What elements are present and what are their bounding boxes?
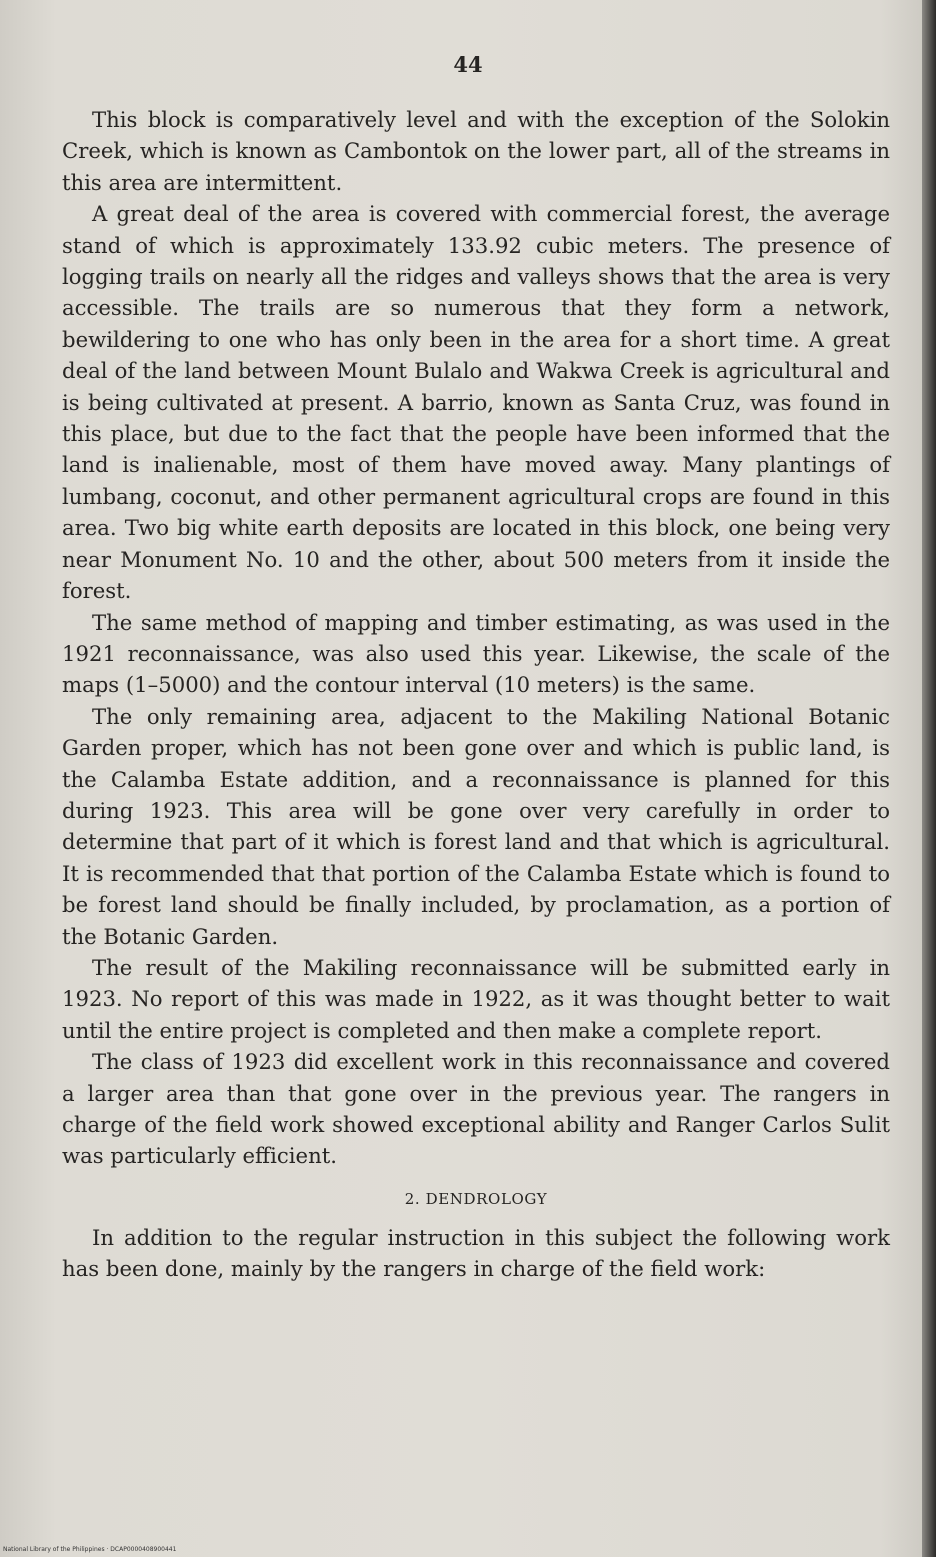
paragraph: The only remaining area, adjacent to the Makiling National Botanic Garden proper, which has not been gone over and which is public land, is the Calamba Estate addition, and a reconnaissance is planned for this during 1923. This area will be gone over very carefully in order to determine that part of it which is forest land and that which is agricultural. It is recommended that that portion of the Calamba Estate which is found to be forest land should be finally included, by proclamation, as a portion of the Botanic Garden. [62,703,890,949]
footer-credit: National Library of the Philippines · DCAP0000408900441 [3,1546,177,1553]
body-text [62,104,890,1285]
paragraph: A great deal of the area is covered with commercial forest, the average stand of which is approximately 133.92 cubic meters. The presence of logging trails on nearly all the ridges and valleys shows that the area is very accessible. The trails are so numerous that they form a network, bewildering to one who has only been in the area for a short time. A great deal of the land between Mount Bulalo and Wakwa Creek is agricultural and is being cultivated at present. A barrio, known as Santa Cruz, was found in this place, but due to the fact that the people have been informed that the land is inalienable, most of them have moved away. Many plantings of lumbang, coconut, and other permanent agricultural crops are found in this area. Two big white earth deposits are located in this block, one being very near Monument No. 10 and the other, about 500 meters from it inside the forest. [62,201,890,604]
paragraph: The result of the Makiling reconnaissance will be submitted early in 1923. No report of this was made in 1922, as it was thought better to wait until the entire project is completed and then make a complete report. [62,954,890,1043]
page-edge-shadow [922,0,936,1557]
page-number: 44 [453,52,483,77]
section-heading: 2. DENDROLOGY [404,1189,548,1208]
paragraph: In addition to the regular instruction in this subject the following work has been done, mainly by the rangers in charge of the field work: [62,1224,890,1282]
paragraph: The class of 1923 did excellent work in this reconnaissance and covered a larger area than that gone over in the previous year. The rangers in charge of the field work showed exceptional ability and Ranger Carlos Sulit was particularly efficient. [62,1049,890,1169]
paragraph: This block is comparatively level and with the exception of the Solokin Creek, which is known as Cambontok on the lower part, all of the streams in this area are intermittent. [62,107,890,195]
paragraph: The same method of mapping and timber estimating, as was used in the 1921 reconnaissance, was also used this year. Likewise, the scale of the maps (1–5000) and the contour interval (10 meters) is the same. [62,609,890,698]
